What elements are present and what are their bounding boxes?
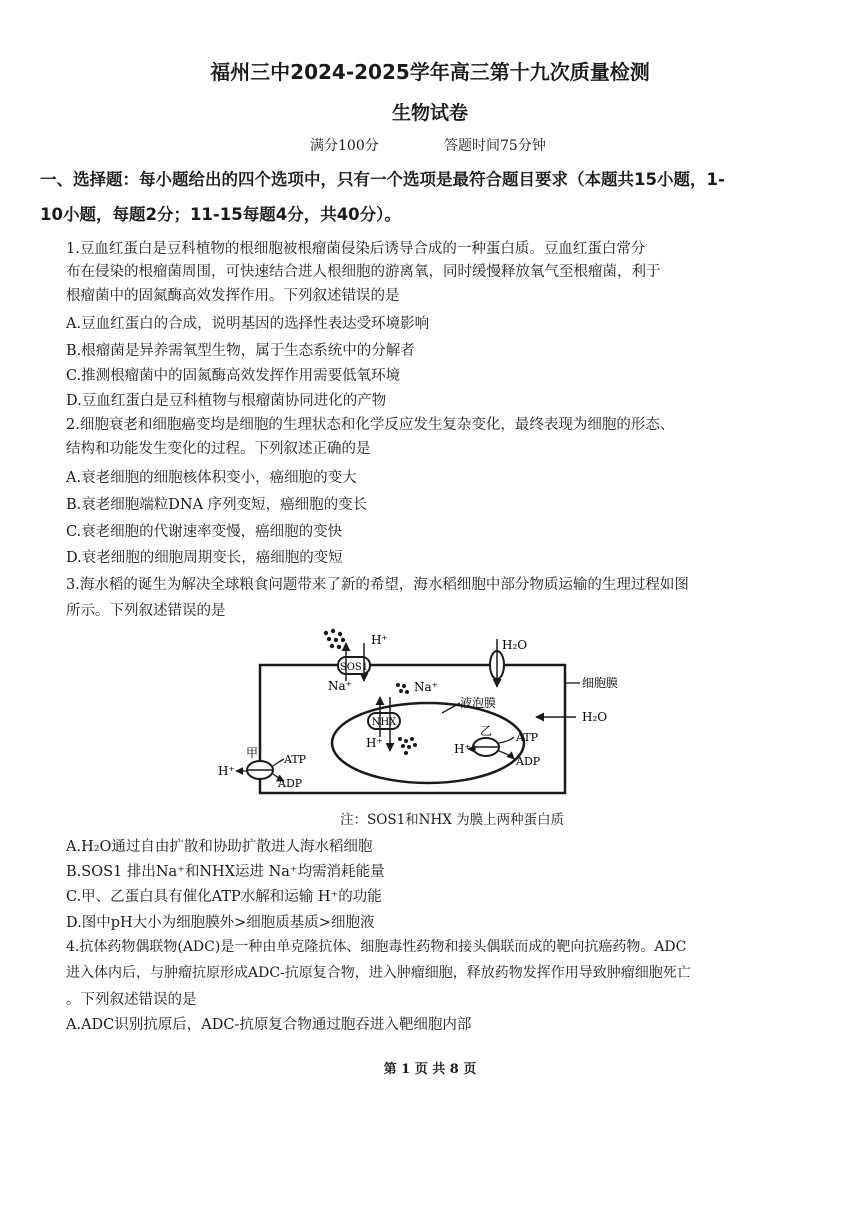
yi-atp-label: ATP bbox=[516, 731, 539, 744]
q2-option-b: B.衰老细胞端粒DNA 序列变短，癌细胞的变长 bbox=[66, 497, 368, 513]
q3-stem-line: 所示。下列叙述错误的是 bbox=[66, 603, 226, 619]
jia-atp-label: ATP bbox=[284, 753, 307, 766]
q1-stem-line: 布在侵染的根瘤菌周围，可快速结合进人根细胞的游离氧，同时缓慢释放氧气至根瘤菌，利于 bbox=[66, 264, 661, 280]
q4-stem-line: 。下列叙述错误的是 bbox=[66, 992, 197, 1008]
yi-adp-label: ADP bbox=[516, 755, 541, 768]
na-plus-label: Na⁺ bbox=[328, 679, 352, 693]
exam-title: 福州三中2024-2025学年高三第十九次质量检测 bbox=[210, 60, 650, 84]
page-number: 第 1 页 共 8 页 bbox=[383, 1062, 477, 1077]
sos1-transporter bbox=[338, 643, 370, 681]
yi-h-plus-label: H⁺ bbox=[454, 742, 471, 756]
q4-option-a: A.ADC识别抗原后，ADC-抗原复合物通过胞吞进入靶细胞内部 bbox=[66, 1017, 472, 1033]
q1-option-b: B.根瘤菌是异养需氧型生物，属于生态系统中的分解者 bbox=[66, 343, 415, 359]
jia-adp-label: ADP bbox=[278, 777, 303, 790]
jia-label: 甲 bbox=[246, 746, 259, 760]
q2-stem-line: 2.细胞衰老和细胞癌变均是细胞的生理状态和化学反应发生复杂变化，最终表现为细胞的形态、 bbox=[66, 417, 675, 433]
exam-subtitle: 生物试卷 bbox=[391, 102, 468, 124]
q1-option-a: A.豆血红蛋白的合成，说明基因的选择性表达受环境影响 bbox=[66, 316, 430, 332]
jia-h-plus-label: H⁺ bbox=[218, 764, 235, 778]
q4-stem-line: 4.抗体药物偶联物(ADC)是一种由单克隆抗体、细胞毒性药物和接头偶联而成的靶向抗癌药物。ADC bbox=[66, 939, 687, 955]
na-plus-cytoplasm-label: Na⁺ bbox=[414, 680, 438, 694]
membrane-label: 细胞膜 bbox=[582, 676, 619, 690]
q1-stem-line: 1.豆血红蛋白是豆科植物的根细胞被根瘤菌侵染后诱导合成的一种蛋白质。豆血红蛋白常分 bbox=[66, 241, 646, 257]
q3-option-d: D.图中pH大小为细胞膜外>细胞质基质>细胞液 bbox=[66, 915, 375, 931]
protein-jia-pump bbox=[236, 759, 284, 781]
h2o-label: H₂O bbox=[502, 638, 528, 652]
na-cluster-vacuole bbox=[398, 737, 417, 755]
q4-stem-line: 进入体内后，与肿瘤抗原形成ADC-抗原复合物，进入肿瘤细胞，释放药物发挥作用导致肿瘤细胞死亡 bbox=[66, 965, 691, 981]
section-heading-line-1: 一、选择题：每小题给出的四个选项中，只有一个选项是最符合题目要求（本题共15小题，1- bbox=[40, 170, 725, 189]
sos1-label: SOS1 bbox=[339, 662, 369, 673]
vacuole-membrane-label: 液泡膜 bbox=[460, 696, 497, 710]
h-plus-vacuole-label: H⁺ bbox=[366, 736, 383, 750]
section-heading-line-2: 10小题，每题2分；11-15每题4分，共40分）。 bbox=[40, 205, 401, 224]
q2-option-c: C.衰老细胞的代谢速率变慢，癌细胞的变快 bbox=[66, 524, 343, 540]
q1-option-d: D.豆血红蛋白是豆科植物与根瘤菌协同进化的产物 bbox=[66, 393, 387, 409]
q3-stem-line: 3.海水稻的诞生为解决全球粮食问题带来了新的希望，海水稻细胞中部分物质运输的生理过程如图 bbox=[66, 577, 689, 593]
q3-option-b: B.SOS1 排出Na⁺和NHX运进 Na⁺均需消耗能量 bbox=[66, 864, 385, 880]
na-cluster-cytoplasm bbox=[396, 683, 409, 694]
yi-label: 乙 bbox=[480, 724, 493, 738]
h2o-right-label: H₂O bbox=[582, 710, 608, 724]
q1-stem-line: 根瘤菌中的固氮酶高效发挥作用。下列叙述错误的是 bbox=[66, 288, 400, 304]
protein-yi-pump bbox=[468, 737, 514, 759]
h-plus-label: H⁺ bbox=[371, 633, 388, 647]
q1-option-c: C.推测根瘤菌中的固氮酶高效发挥作用需要低氧环境 bbox=[66, 368, 401, 384]
q3-option-c: C.甲、乙蛋白具有催化ATP水解和运输 H⁺的功能 bbox=[66, 889, 382, 905]
transport-diagram bbox=[214, 625, 634, 805]
q2-stem-line: 结构和功能发生变化的过程。下列叙述正确的是 bbox=[66, 441, 371, 457]
na-cluster-outside bbox=[324, 629, 345, 649]
q2-option-d: D.衰老细胞的细胞周期变长，癌细胞的变短 bbox=[66, 550, 343, 566]
q3-option-a: A.H₂O通过自由扩散和协助扩散进人海水稻细胞 bbox=[66, 839, 373, 855]
q2-option-a: A.衰老细胞的细胞核体积变小，癌细胞的变大 bbox=[66, 470, 357, 486]
figure-note: 注：SOS1和NHX 为膜上两种蛋白质 bbox=[340, 812, 565, 828]
full-score: 满分100分 bbox=[310, 138, 379, 154]
exam-time: 答题时间75分钟 bbox=[444, 138, 546, 154]
nhx-label: NHX bbox=[371, 717, 397, 728]
